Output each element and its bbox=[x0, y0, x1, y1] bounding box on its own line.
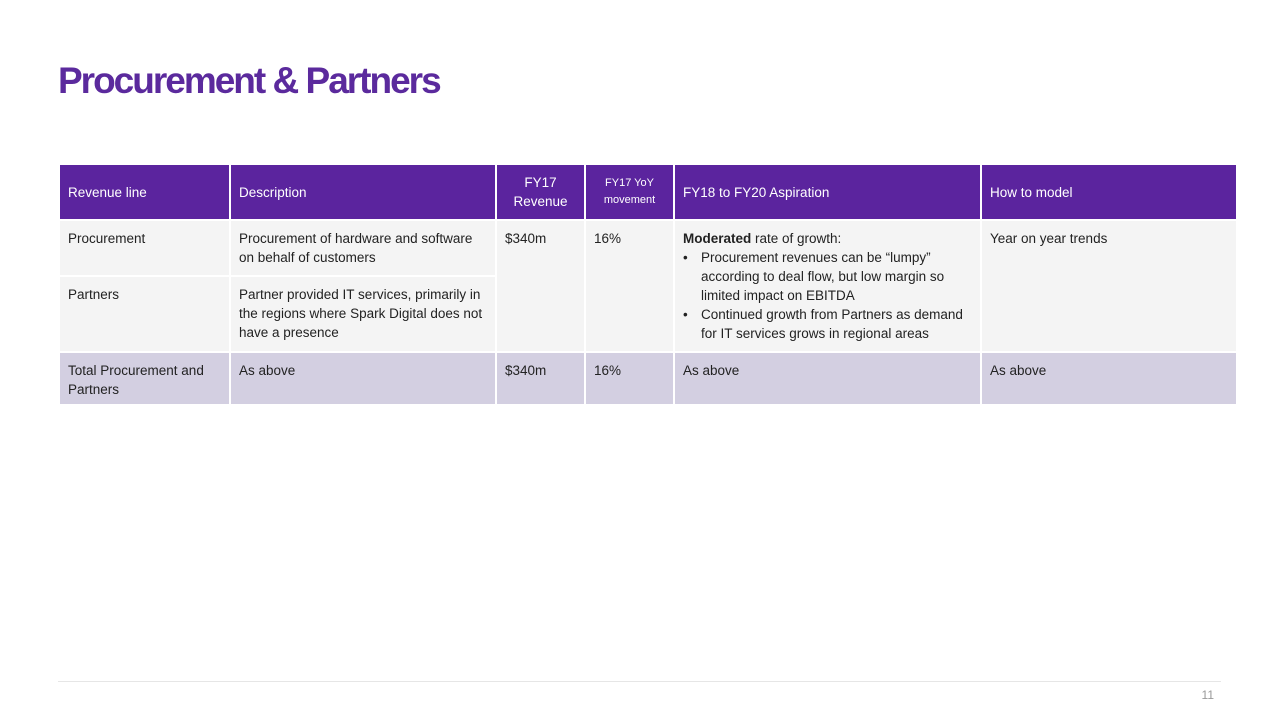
merged-aspiration bbox=[674, 220, 981, 352]
total-description: As above bbox=[230, 352, 496, 405]
footer-divider bbox=[58, 681, 1221, 682]
header-fy17-yoy-line1: FY17 YoY bbox=[605, 177, 654, 189]
total-fy17-revenue: $340m bbox=[496, 352, 585, 405]
header-fy17-yoy bbox=[585, 164, 674, 220]
aspiration-lead-bold: Moderated bbox=[683, 231, 752, 246]
list-item: • Procurement revenues can be “lumpy” according to deal flow, but low margin so limited impact on EBITDA bbox=[701, 248, 972, 305]
header-aspiration: FY18 to FY20 Aspiration bbox=[674, 164, 981, 220]
aspiration-lead bbox=[683, 229, 972, 248]
aspiration-lead-rest: rate of growth: bbox=[751, 231, 842, 246]
header-fy17-yoy-line2: movement bbox=[603, 194, 656, 206]
table-row bbox=[59, 220, 1237, 276]
merged-how-to-model: Year on year trends bbox=[981, 220, 1237, 352]
header-fy17-revenue-line2: Revenue bbox=[513, 194, 568, 209]
revenue-table bbox=[58, 163, 1238, 406]
table-header-row bbox=[59, 164, 1237, 220]
total-how-to-model: As above bbox=[981, 352, 1237, 405]
row-description: Procurement of hardware and software on behalf of customers bbox=[230, 220, 496, 276]
merged-fy17-revenue: $340m bbox=[496, 220, 585, 352]
header-how-to-model: How to model bbox=[981, 164, 1237, 220]
header-fy17-revenue-line1: FY17 bbox=[524, 175, 557, 190]
slide-title: Procurement & Partners bbox=[58, 60, 440, 101]
row-description: Partner provided IT services, primarily in the regions where Spark Digital does not have a presence bbox=[230, 276, 496, 352]
total-row bbox=[59, 352, 1237, 405]
header-description: Description bbox=[230, 164, 496, 220]
total-revenue-line: Total Procurement and Partners bbox=[59, 352, 230, 405]
page-number: 11 bbox=[1201, 688, 1214, 702]
header-revenue-line: Revenue line bbox=[59, 164, 230, 220]
aspiration-bullet-list bbox=[683, 248, 972, 343]
merged-fy17-yoy: 16% bbox=[585, 220, 674, 352]
header-fy17-revenue bbox=[496, 164, 585, 220]
total-fy17-yoy: 16% bbox=[585, 352, 674, 405]
total-aspiration: As above bbox=[674, 352, 981, 405]
list-item: • Continued growth from Partners as demand for IT services grows in regional areas bbox=[701, 305, 972, 343]
row-revenue-line: Partners bbox=[59, 276, 230, 352]
row-revenue-line: Procurement bbox=[59, 220, 230, 276]
